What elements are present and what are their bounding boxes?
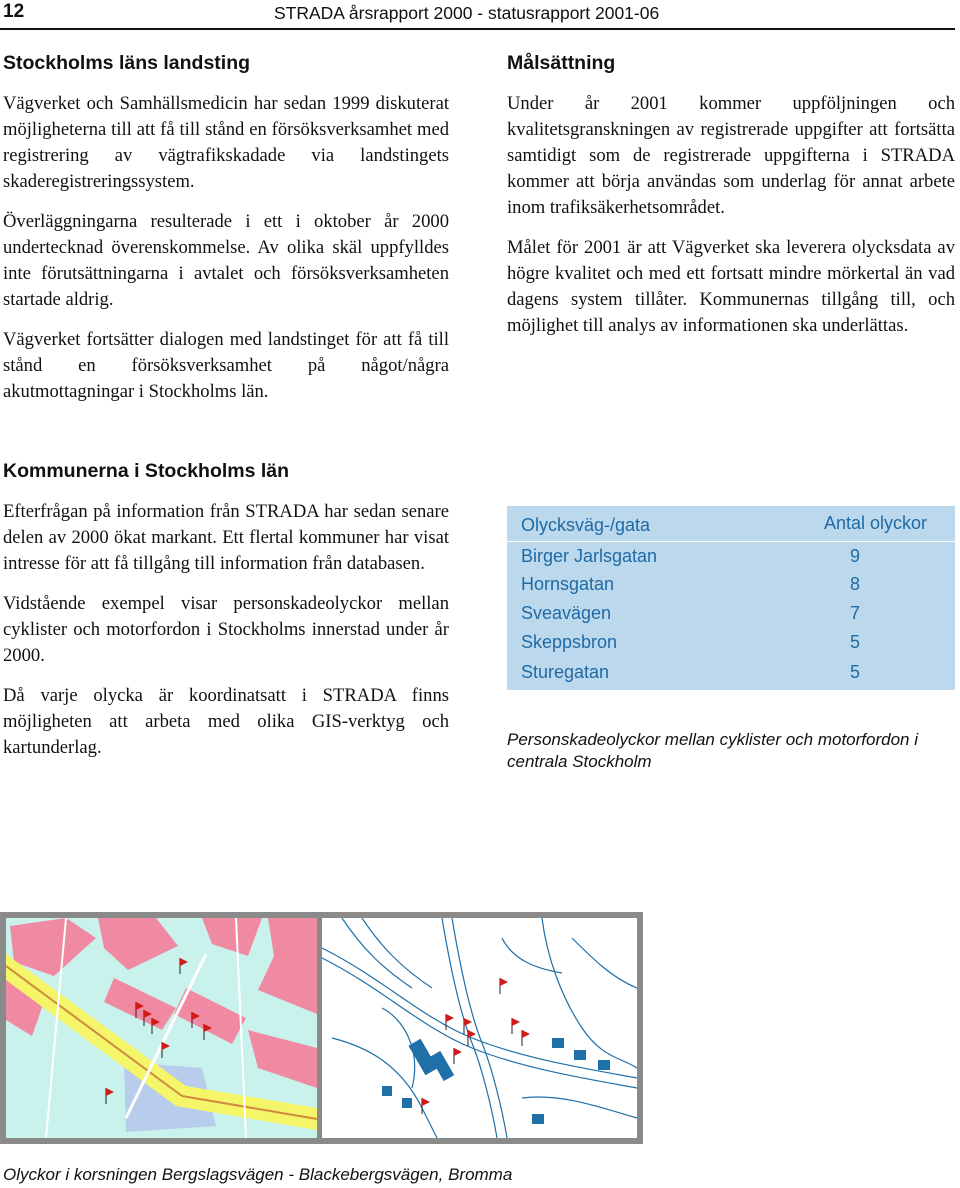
accident-count: 7 bbox=[849, 602, 860, 623]
heading-kommunerna: Kommunerna i Stockholms län bbox=[3, 460, 290, 482]
report-title: STRADA årsrapport 2000 - statusrapport 2001-06 bbox=[274, 3, 660, 23]
accident-count: 5 bbox=[849, 631, 860, 652]
accident-count: 5 bbox=[849, 661, 860, 682]
table-row bbox=[507, 571, 955, 600]
table-row bbox=[507, 542, 955, 571]
accident-table bbox=[507, 506, 955, 690]
street-name: Skeppsbron bbox=[521, 631, 618, 652]
street-name: Hornsgatan bbox=[521, 574, 615, 595]
heading-malsattning: Målsättning bbox=[507, 52, 616, 74]
table-row bbox=[507, 656, 955, 690]
street-name: Sveavägen bbox=[521, 602, 612, 623]
kommunerna-body bbox=[3, 499, 449, 775]
malsattning-paragraph: Målet för 2001 är att Vägverket ska leverera olycksdata av högre kvalitet och med ett fortsatt mindre mörkertal än vad dagens system tillåter. Kommunernas tillgång till, och möjlighet till analys av informationen ska underlättas. bbox=[507, 237, 955, 336]
table-caption: Personskadeolyckor mellan cyklister och motorfordon i centrala Stockholm bbox=[507, 730, 919, 771]
kommunerna-paragraph: Efterfrågan på information från STRADA har sedan senare delen av 2000 ökat markant. Ett flertal kommuner har visat intresse för att få tillgång till information från databasen. bbox=[3, 501, 449, 574]
colored-map-panel bbox=[6, 918, 317, 1138]
landsting-paragraph: Vägverket fortsätter dialogen med landstinget för att få till stånd en försöksverksamhet på något/några akutmottagningar i Stockholms län. bbox=[3, 329, 449, 402]
accident-map-figure bbox=[0, 912, 643, 1144]
malsattning-paragraph: Under år 2001 kommer uppföljningen och kvalitetsgranskningen av registrerade uppgifter att fortsätta samtidigt som de registrerade uppgifterna i STRADA kommer att börja användas som underlag för annat arbete inom trafiksäkerhetsområdet. bbox=[507, 93, 955, 218]
landsting-paragraph: Vägverket och Samhällsmedicin har sedan 1999 diskuterat möjligheterna till att få till stånd en försöksverksamhet med registrering av vägtrafikskadade via landstingets skaderegistreringssystem. bbox=[3, 93, 449, 192]
heading-landsting: Stockholms läns landsting bbox=[3, 52, 251, 74]
landsting-body bbox=[3, 91, 449, 419]
table-row bbox=[507, 628, 955, 657]
accident-count: 9 bbox=[849, 545, 860, 566]
accident-count: 8 bbox=[849, 574, 860, 595]
column-header-count: Antal olyckor bbox=[777, 506, 955, 542]
street-name: Birger Jarlsgatan bbox=[521, 545, 658, 566]
page-number: 12 bbox=[3, 1, 25, 22]
line-map-panel bbox=[322, 918, 637, 1138]
column-header-street: Olycksväg-/gata bbox=[507, 506, 777, 542]
table-header-row bbox=[507, 506, 955, 542]
page-header bbox=[0, 0, 955, 30]
table-row bbox=[507, 599, 955, 628]
malsattning-body bbox=[507, 91, 955, 353]
landsting-paragraph: Överläggningarna resulterade i ett i oktober år 2000 undertecknad överenskommelse. Av olika skäl uppfylldes inte förutsättningarna i avtalet och försöksverksamheten startade aldrig. bbox=[3, 211, 449, 310]
street-name: Sturegatan bbox=[521, 661, 610, 682]
map-caption: Olyckor i korsningen Bergslagsvägen - Blackebergsvägen, Bromma bbox=[3, 1165, 513, 1184]
kommunerna-paragraph: Vidstående exempel visar personskadeolyckor mellan cyklister och motorfordon i Stockholms innerstad under år 2000. bbox=[3, 593, 449, 666]
kommunerna-paragraph: Då varje olycka är koordinatsatt i STRADA finns möjligheten att arbeta med olika GIS-verktyg och kartunderlag. bbox=[3, 685, 449, 758]
